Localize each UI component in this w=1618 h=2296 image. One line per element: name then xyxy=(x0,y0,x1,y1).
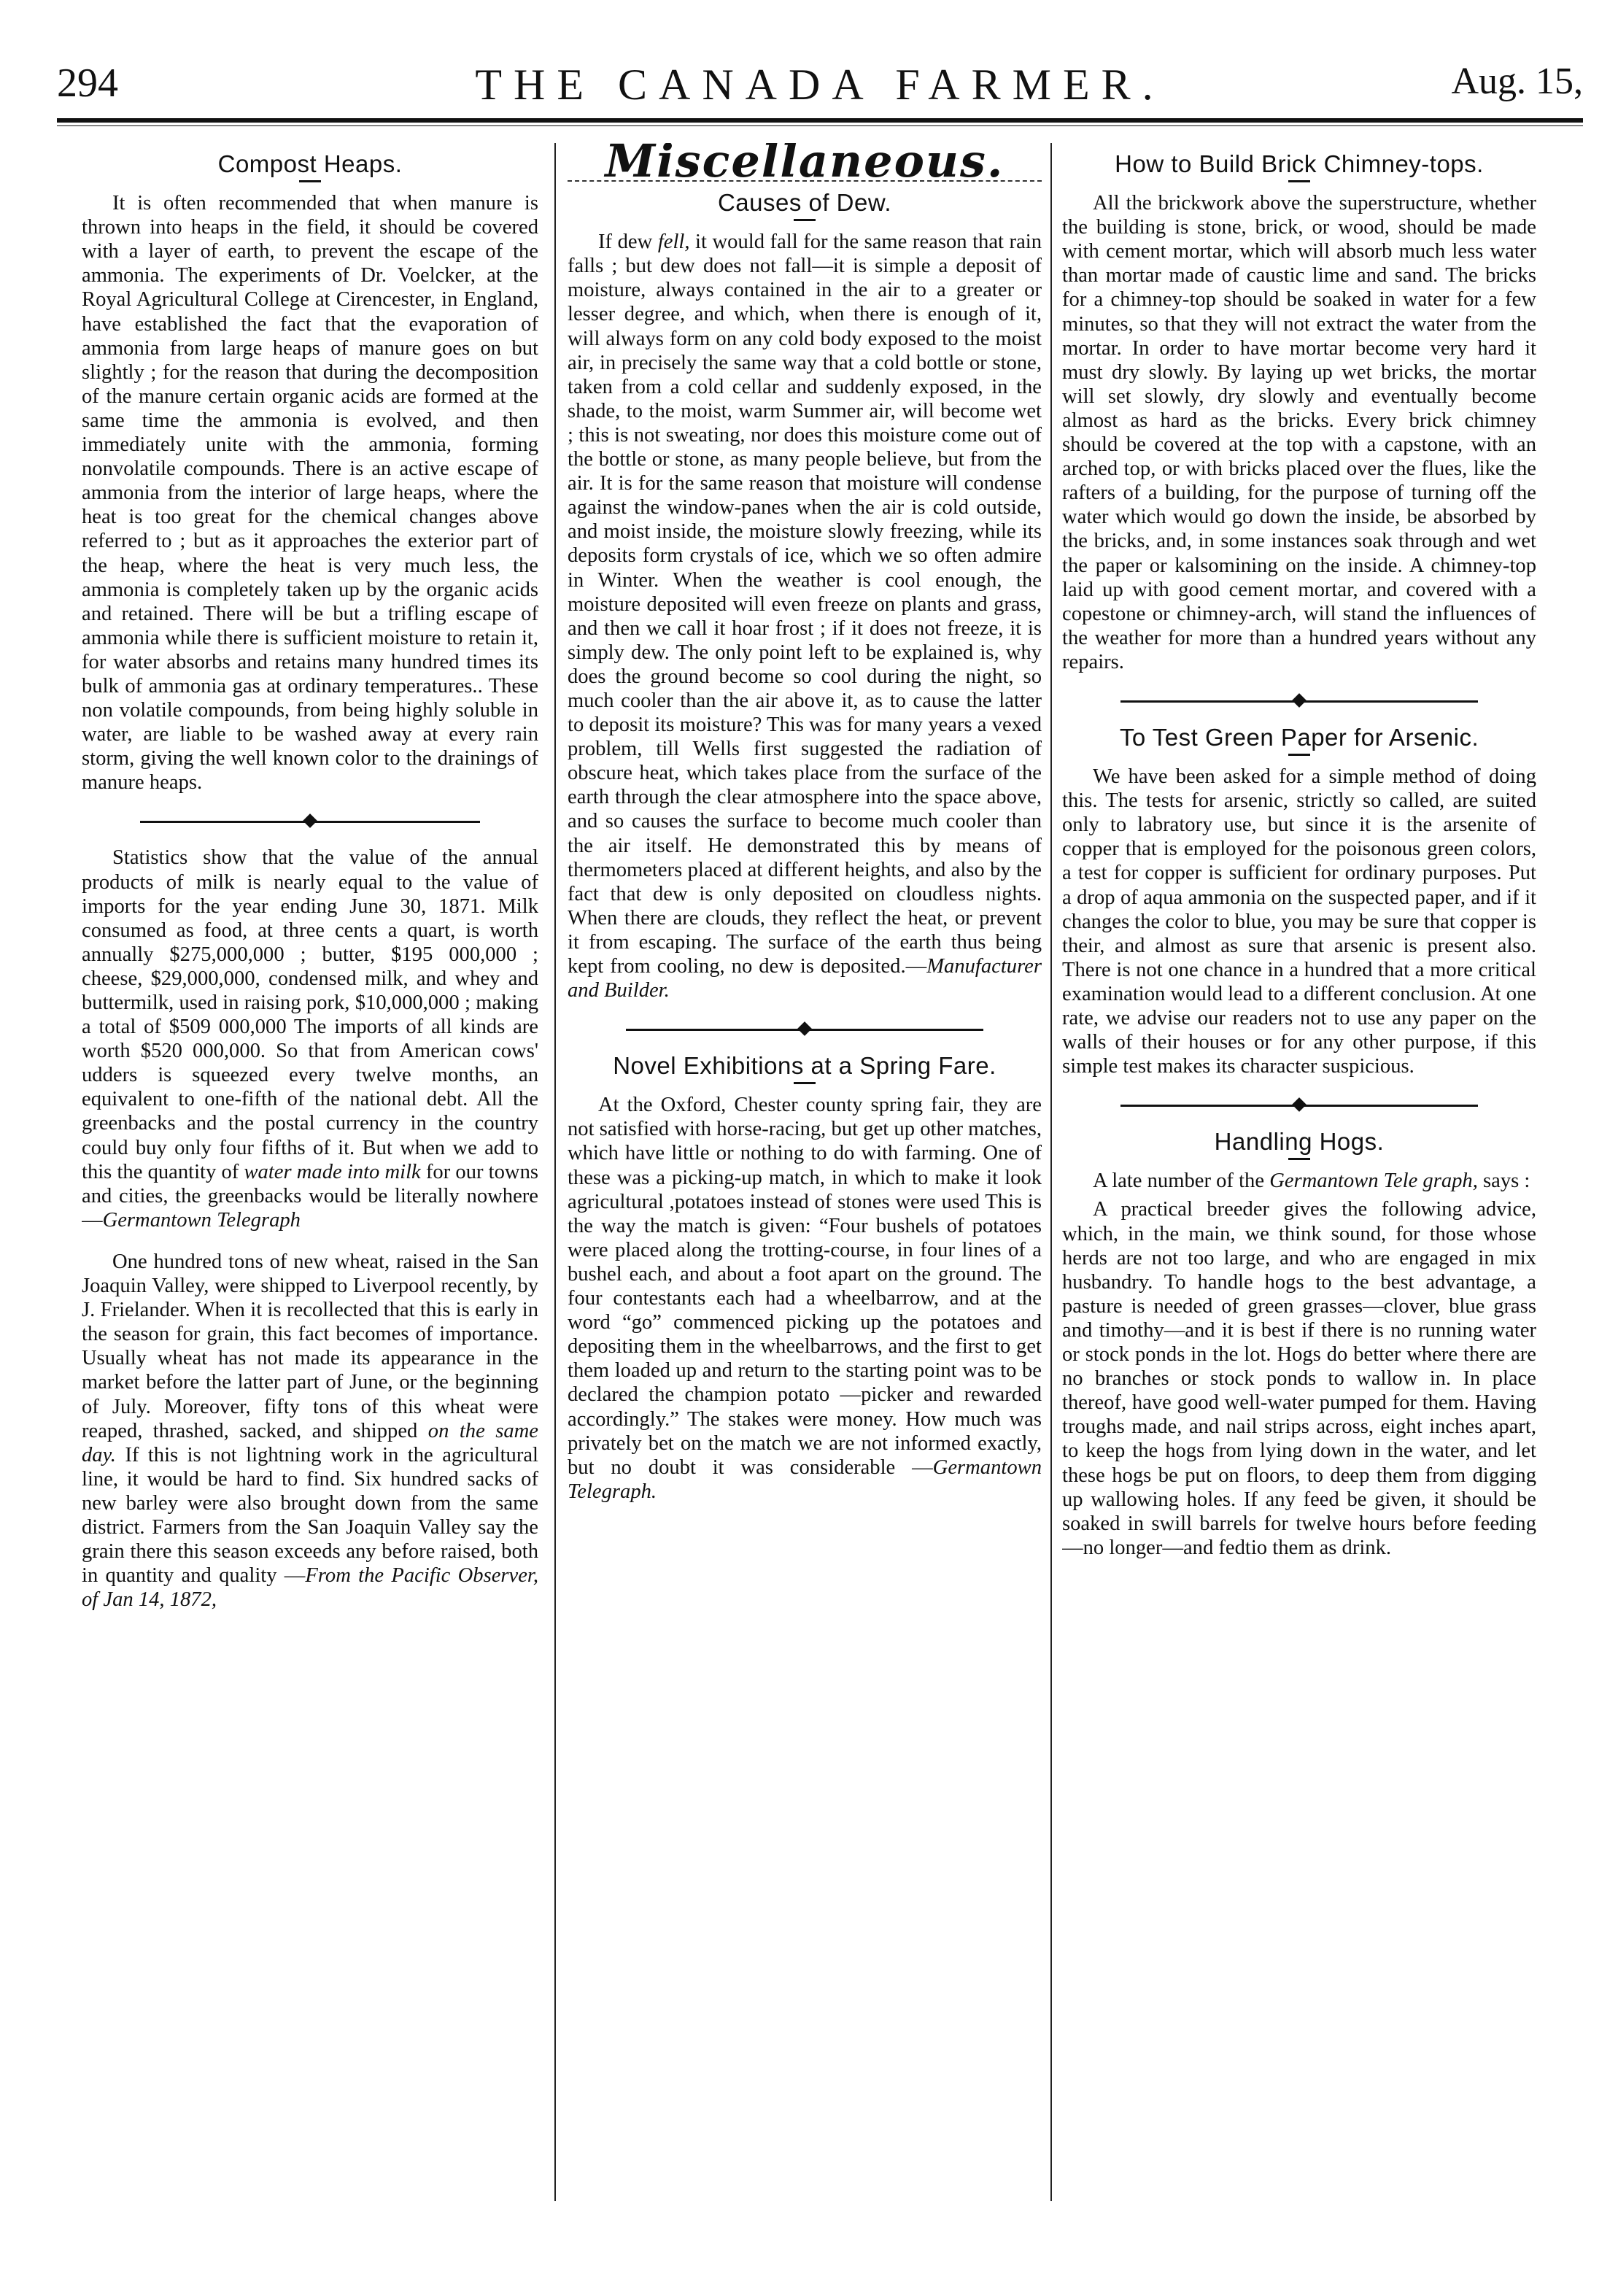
article-heading-dew: Causes of Dew. xyxy=(717,189,892,217)
article-separator xyxy=(82,808,538,837)
heading-dash xyxy=(794,219,816,221)
article-credit: Manufacturer and Builder. xyxy=(568,955,1042,1002)
article-body-arsenic: We have been asked for a simple method of doing this. The tests for arsenic, strictly so called, are suited only to labratory use, but since it is the arsenite of copper that is employed for the poisonous green colors, a test for copper is sufficient for ordinary purposes. Put a drop of aqua ammonia on the suspected paper, and if it changes the color to blue, you may be sure that copper is their, and almost as sure that arsenic is present also. There is not one chance in a hundred that a more critical examination would lead to a different conclusion. At one rate, we advise our readers not to use any paper on the walls of their houses or for any other purpose, if this simple test makes its character suspicious. xyxy=(1062,765,1536,1078)
heading-dash xyxy=(1288,754,1310,756)
article-heading-hogs: Handling Hogs. xyxy=(1214,1128,1385,1156)
article-body-milk: Statistics show that the value of the annual products of milk is nearly equal to the value of imports for the year ending June 30, 1871. Milk consumed as food, at three cents a quart, is worth annually $275,000,000 ; butter, $195 000,000 ; cheese, $29,000,000, condensed milk, and whey and buttermilk, used in raising pork, $10,000,000 ; making a total of $509 000,000 The imports of all kinds are worth $520 000,000. So that from American cows' udders is squeezed every twelve months, an equivalent to one-fifth of the national debt. All the greenbacks and the postal currency in the country could buy only four fifths of it. But when we add to this the quantity of water made into milk for our towns and cities, the greenbacks would be literally nowhere —Germantown Telegraph xyxy=(82,846,538,1232)
article-separator xyxy=(1062,687,1536,716)
column-right xyxy=(1062,143,1536,2201)
article-heading-arsenic: To Test Green Paper for Arsenic. xyxy=(1119,723,1479,751)
article-heading-compost: Compost Heaps. xyxy=(217,150,403,177)
article-separator xyxy=(1062,1091,1536,1121)
article-body-fair: At the Oxford, Chester county spring fair, they are not satisfied with horse-racing, but get up other matches, which have little or nothing to do with farming. One of these was a picking-up match, in which to make it look agricultural ,potatoes instead of stones were used This is the way the match is given: “Four bushels of potatoes were placed along the trotting-course, in four lines of a bushel each, and about a foot apart on the ground. The four contestants each had a wheelbarrow, and at the word “go” commenced picking up the potatoes and depositing them in the wheelbarrows, and the first to get them loaded up and return to the starting point was to be declared the champion potato —picker and rewarded accordingly.” The stakes were money. How much was privately bet on the match we are not informed exactly, but no doubt it was considerable —Germantown Telegraph. xyxy=(568,1094,1042,1503)
column-left xyxy=(82,143,538,2201)
column-divider xyxy=(554,143,556,2201)
article-separator xyxy=(568,1016,1042,1045)
heading-dash xyxy=(1288,1158,1310,1160)
running-head xyxy=(57,60,1583,111)
article-credit: Germantown Telegraph. xyxy=(568,1456,1042,1503)
heading-dash xyxy=(794,1082,816,1084)
column-divider xyxy=(1050,143,1052,2201)
column-middle xyxy=(568,143,1042,2201)
section-title: Miscellaneous. xyxy=(605,143,1005,188)
issue-date: Aug. 15, xyxy=(1451,61,1583,102)
article-heading-fair: Novel Exhibitions at a Spring Fare. xyxy=(613,1052,996,1080)
article-body-dew: If dew fell, it would fall for the same reason that rain falls ; but dew does not fall—it is simple a deposit of moisture, always contained in the air to a greater or lesser degree, and which, when there is enough of it, will always form on any cold body exposed to the moist air, in precisely the same way that a cold bottle or stone, taken from a cold cellar and suddenly exposed, in the shade, to the moist, warm Summer air, will become wet ; this is not sweating, nor does this moisture come out of the bottle or stone, as many people believe, but from the air. It is for the same reason that moisture will condense against the window-panes when the air is cold outside, and moist inside, the moisture slowly freezing, while its deposits form crystals of ice, which we so often admire in Winter. When the weather is cool enough, the moisture deposited will even freeze on plants and grass, and then we call it hoar frost ; if it does not freeze, it is simply dew. The only point left to be explained is, why does the ground become so cool during the night, so much cooler than the air above it, as to cause the latter to deposit its moisture? This was for many years a vexed problem, till Wells first suggested the radiation of obscure heat, which takes place from the surface of the earth through the clear atmosphere into the space above, and so causes the surface to become much cooler than the air itself. He demonstrated this by means of thermometers placed at different heights, and also by the fact that dew is only deposited on cloudless nights. When there are clouds, they reflect the heat, or prevent it from escaping. The surface of the earth thus being kept from cooling, no dew is deposited.—Manufacturer and Builder. xyxy=(568,231,1042,1002)
article-body-wheat: One hundred tons of new wheat, raised in the San Joaquin Valley, were shipped to Liverpool recently, by J. Frielander. When it is recollected that this is early in the season for grain, this fact becomes of importance. Usually wheat has not made its appearance in the market before the latter part of June, or the beginning of July. Moreover, fifty tons of this wheat were reaped, thrashed, sacked, and shipped on the same day. If this is not lightning work in the agricultural line, it would be hard to find. Six hundred sacks of new barley were also brought down from the same district. Farmers from the San Joaquin Valley say the grain there this season exceeds any before raised, both in quantity and quality —From the Pacific Observer, of Jan 14, 1872, xyxy=(82,1250,538,1612)
article-body-compost: It is often recommended that when manure is thrown into heaps in the field, it should be covered with a layer of earth, to prevent the escape of the ammonia. The experiments of Dr. Voelcker, at the Royal Agricultural College at Cirencester, in England, have established the fact that the evaporation of ammonia from large heaps of manure goes on but slightly ; for the reason that during the decomposition of the manure certain organic acids are formed at the same time the ammonia is evolved, and then immediately unite with the ammonia, forming nonvolatile compounds. There is an active escape of ammonia from the interior of large heaps, where the heat is too great for the chemical changes above referred to ; but as it approaches the exterior part of the heap, where the heat is very much less, the ammonia is completely taken up by the organic acids and retained. There will be but a trifling escape of ammonia while there is sufficient moisture to retain it, for water absorbs and retains many hundred times its bulk of ammonia gas at ordinary temperatures.. These non volatile compounds, from being highly soluble in water, are liable to be washed away at every rain storm, giving the well known color to the drainings of manure heaps. xyxy=(82,192,538,795)
article-credit: Germantown Telegraph xyxy=(102,1208,301,1232)
article-intro-hogs: A late number of the Germantown Tele graph, says : xyxy=(1093,1170,1530,1193)
header-rule xyxy=(57,118,1583,123)
header-rule-thin xyxy=(57,125,1583,126)
heading-dash xyxy=(299,180,321,182)
article-body-hogs: A practical breeder gives the following advice, which, in the main, we think sound, for those whose herds are not too large, and who are engaged in mix husbandry. To handle hogs to the best advantage, a pasture is needed of green grasses—clover, blue grass and timothy—and it is best if there is no running water or stock ponds in the lot. Hogs do better where there are no branches or stock ponds to wallow in. In place thereof, have good well-water pumped for them. Having troughs made, and nail strips across, eight inches apart, to keep the hogs from lying down in the water, and let these hogs be put on floors, to deep them from digging up wallowing holes. If any feed be given, it should be soaked in swill barrels for twelve hours before feeding—no longer—and fedtio them as drink. xyxy=(1062,1198,1536,1559)
article-credit: From the Pacific Observer, of Jan 14, 1872, xyxy=(82,1564,538,1612)
article-body-chimney: All the brickwork above the superstructure, whether the building is stone, brick, or wood, should be made with cement mortar, which will absorb much less water than mortar made of caustic lime and sand. The bricks for a chimney-top should be soaked in water for a few minutes, so that they will not extract the water from the mortar. In order to have mortar become very hard it must dry slowly. By laying up wet bricks, the mortar will set slowly, dry slowly and eventually become almost as hard as the bricks. Every brick chimney should be covered at the top with a capstone, with an arched top, or with bricks placed over the flues, like the rafters of a building, for the purpose of turning off the water which would go down the inside, be absorbed by the bricks, and, in some instances soak through and wet the paper or kalsomining on the inside. A chimney-top laid up with good cement mortar, and covered with a copestone or chimney-arch, will stand the influences of the weather for more than a hundred years without any repairs. xyxy=(1062,192,1536,673)
article-heading-chimney: How to Build Brick Chimney-tops. xyxy=(1115,150,1484,177)
heading-dash xyxy=(1288,180,1310,182)
page-number: 294 xyxy=(57,61,118,106)
masthead-title: THE CANADA FARMER. xyxy=(475,61,1165,109)
